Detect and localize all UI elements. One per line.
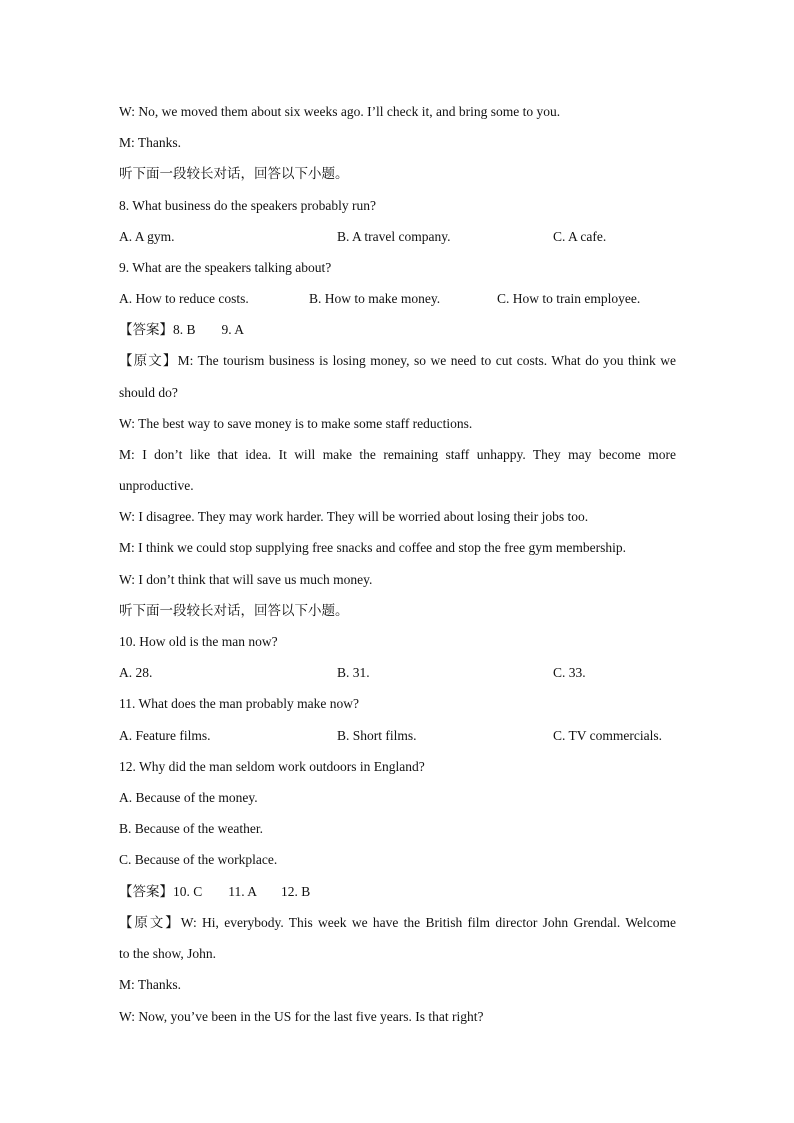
answer-10: 10. C [173,884,203,899]
option-a: A. Because of the money. [119,790,258,805]
option-a: A. Feature films. [119,728,211,743]
answer-9: 9. A [221,322,245,337]
question-10: 10. How old is the man now? [119,634,278,649]
option-c: C. How to train employee. [497,291,641,306]
option-b: B. Because of the weather. [119,821,263,836]
transcript-text: M: The tourism business is losing money, so we need to cut costs. What do you think we [177,353,676,368]
transcript-line: to the show, John. [119,946,216,961]
option-a: A. How to reduce costs. [119,291,249,306]
answer-8: 8. B [173,322,196,337]
answer-line [119,883,676,901]
transcript-line: W: I don’t think that will save us much money. [119,572,373,587]
option-b: B. Short films. [337,728,417,743]
answer-11: 11. A [228,884,258,899]
transcript-tag: 【原文】 [119,353,178,369]
answer-line [119,321,676,339]
dialogue-line: W: No, we moved them about six weeks ago. I’ll check it, and bring some to you. [119,104,561,119]
transcript-tag: 【原文】 [119,915,181,931]
question-8: 8. What business do the speakers probably run? [119,198,376,213]
transcript-line [119,914,676,932]
transcript-line: W: The best way to save money is to make some staff reductions. [119,416,473,431]
transcript-text: W: Hi, everybody. This week we have the British film director John Grendal. Welcome [180,915,676,930]
option-c: C. Because of the workplace. [119,852,278,867]
question-9: 9. What are the speakers talking about? [119,260,332,275]
option-b: B. How to make money. [309,291,441,306]
transcript-line: W: Now, you’ve been in the US for the last five years. Is that right? [119,1009,484,1024]
option-a: A. A gym. [119,229,175,244]
option-c: C. A cafe. [553,229,607,244]
answer-12: 12. B [281,884,311,899]
question-11: 11. What does the man probably make now? [119,696,359,711]
transcript-line: M: Thanks. [119,977,182,992]
option-b: B. 31. [337,665,370,680]
transcript-line: M: I think we could stop supplying free snacks and coffee and stop the free gym membership. [119,540,627,555]
transcript-line: should do? [119,385,178,400]
answer-tag: 【答案】 [119,884,173,900]
option-c: C. 33. [553,665,586,680]
section-instruction: 听下面一段较长对话，回答以下小题。 [119,166,349,182]
answer-tag: 【答案】 [119,322,173,338]
option-c: C. TV commercials. [553,728,662,743]
transcript-line: W: I disagree. They may work harder. They will be worried about losing their jobs too. [119,509,589,524]
section-instruction: 听下面一段较长对话，回答以下小题。 [119,603,349,619]
question-12: 12. Why did the man seldom work outdoors in England? [119,759,425,774]
transcript-line: M: I don’t like that idea. It will make the remaining staff unhappy. They may become more [119,447,676,462]
dialogue-line: M: Thanks. [119,135,182,150]
option-b: B. A travel company. [337,229,451,244]
transcript-line [119,352,676,370]
transcript-line: unproductive. [119,478,194,493]
option-a: A. 28. [119,665,153,680]
